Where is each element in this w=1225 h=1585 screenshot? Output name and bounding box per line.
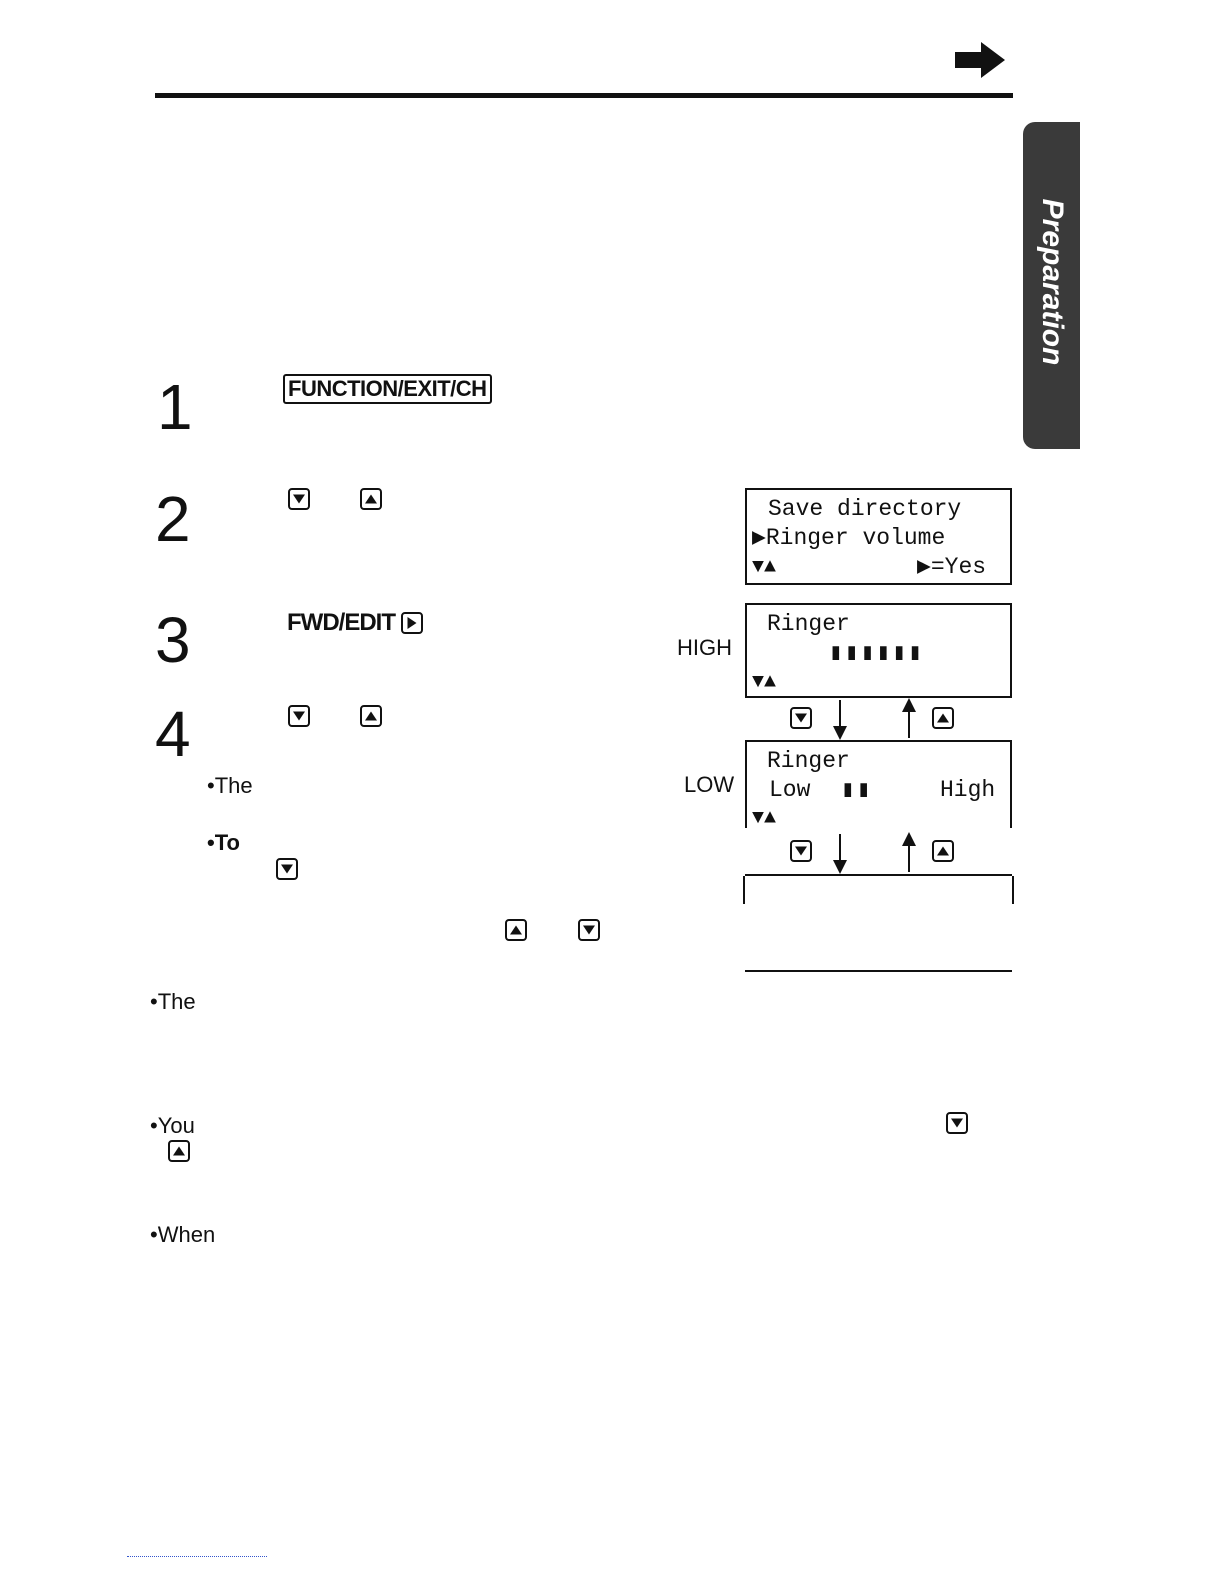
- fwd-edit-key: [287, 609, 423, 637]
- down-key-icon: [288, 705, 310, 727]
- down-key-icon: [790, 707, 812, 729]
- down-arrow-icon: [839, 834, 841, 872]
- lcd-border-right: [1012, 876, 1014, 904]
- right-key-icon: [401, 612, 423, 634]
- lcd-ringer-title: Ringer: [767, 611, 850, 637]
- lcd-display-off: [745, 874, 1012, 972]
- step4-bullet-1: •The: [207, 773, 253, 798]
- lcd-ringer-title: Ringer: [767, 748, 850, 774]
- lcd-line-save-directory: Save directory: [768, 496, 962, 522]
- note-bullet-3: •When: [150, 1222, 216, 1247]
- step-number-1: 1: [157, 371, 193, 443]
- fwd-edit-key-label: FWD/EDIT: [287, 609, 395, 636]
- up-key-icon: [360, 488, 382, 510]
- up-arrow-icon: [908, 700, 910, 738]
- section-tab: [1023, 122, 1080, 449]
- lcd-volume-bars: ▮▮▮▮▮▮: [829, 640, 925, 666]
- lcd-scroll-arrows: ▼▲: [752, 671, 777, 694]
- lcd-yes-hint: ▶=Yes: [917, 554, 987, 580]
- next-page-arrow-icon: [955, 42, 1005, 78]
- up-key-icon: [932, 707, 954, 729]
- up-arrow-icon: [908, 834, 910, 872]
- lcd-display-ringer-high: [745, 603, 1012, 698]
- note-bullet-1: •The: [150, 989, 196, 1014]
- high-label: HIGH: [677, 635, 732, 660]
- down-key-icon: [790, 840, 812, 862]
- step-number-2: 2: [155, 483, 191, 555]
- note-bullet-2: •You: [150, 1113, 195, 1138]
- down-key-icon: [276, 858, 298, 880]
- down-key-icon: [578, 919, 600, 941]
- step-number-4: 4: [155, 698, 191, 770]
- lcd-volume-bars: ▮▮: [841, 777, 873, 803]
- down-key-icon: [288, 488, 310, 510]
- header-rule: [155, 93, 1013, 98]
- lcd-scroll-arrows: ▼▲: [752, 807, 777, 830]
- step-number-3: 3: [155, 604, 191, 676]
- down-arrow-icon: [839, 700, 841, 738]
- lcd-border-left: [743, 876, 745, 904]
- up-key-icon: [168, 1140, 190, 1162]
- step4-bullet-2: •To: [207, 830, 240, 855]
- low-label: LOW: [684, 772, 735, 797]
- lcd-low-label: Low: [769, 777, 811, 803]
- down-key-icon: [946, 1112, 968, 1134]
- function-exit-ch-key: FUNCTION/EXIT/CH: [283, 374, 492, 404]
- lcd-high-label: High: [940, 777, 996, 803]
- lcd-display-menu: [745, 488, 1012, 585]
- up-key-icon: [505, 919, 527, 941]
- up-key-icon: [932, 840, 954, 862]
- lcd-scroll-arrows: ▼▲: [752, 556, 777, 579]
- footer-underline: [127, 1556, 267, 1558]
- lcd-display-ringer-low: [745, 740, 1012, 828]
- up-key-icon: [360, 705, 382, 727]
- lcd-line-ringer-volume: ▶Ringer volume: [752, 525, 946, 551]
- section-tab-label: Preparation: [1035, 198, 1069, 366]
